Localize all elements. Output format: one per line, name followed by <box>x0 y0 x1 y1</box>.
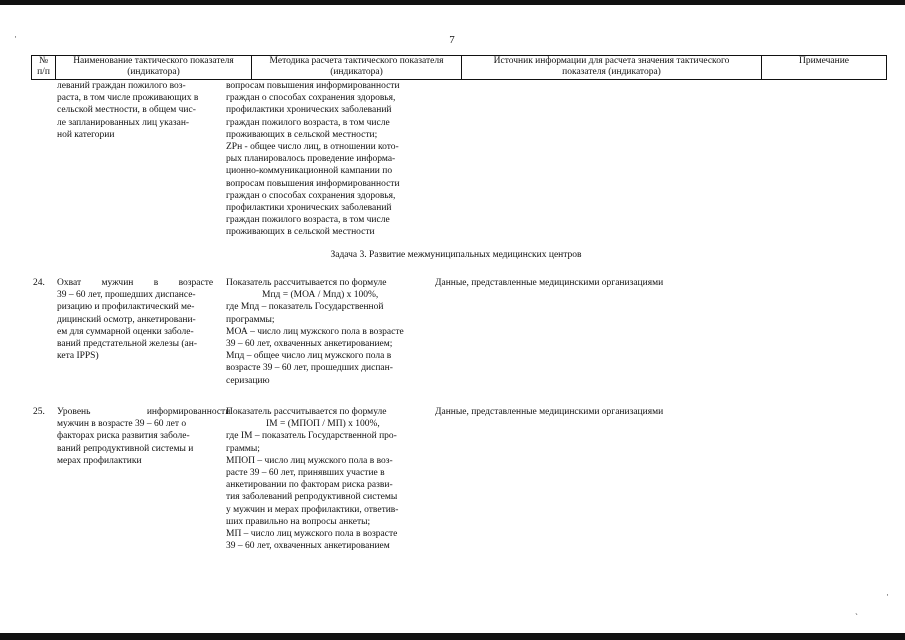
row-name-cell <box>57 277 218 362</box>
text-line: серизацию <box>226 375 270 386</box>
row-source-cell: Данные, представленные медицинскими организациями <box>435 407 664 417</box>
text-line: ваний репродуктивной системы и <box>57 443 194 454</box>
text-line: профилактики хронических заболеваний <box>226 105 392 116</box>
formula: IМ = (МПОП / МП) х 100%, <box>266 419 380 430</box>
text-line: проживающих в сельской местности; <box>226 129 378 140</box>
scan-mark: ˋ <box>855 612 858 622</box>
cont-method-cell <box>226 80 426 239</box>
text-line: у мужчин и мерах профилактики, ответив- <box>226 504 399 515</box>
header-col-name: Наименование тактического показателя (индикатора) <box>55 56 251 79</box>
text-line: профилактики хронических заболеваний <box>226 203 392 214</box>
text-line: ваний предстательной железы (ан- <box>57 339 198 350</box>
text-line: дицинский осмотр, анкетировани- <box>57 314 196 325</box>
text-line: вопросам повышения информированности <box>226 178 400 189</box>
row-method-cell <box>226 406 426 552</box>
text-line: возрасте 39 – 60 лет, прошедших диспан- <box>226 363 393 374</box>
text-line: раста, в том числе проживающих в <box>57 93 199 104</box>
row-source-cell: Данные, представленные медицинскими организациями <box>435 278 664 288</box>
text-line: программы; <box>226 314 275 325</box>
text-line: Охват мужчин в возрасте <box>57 278 214 288</box>
text-line: леваний граждан пожилого воз- <box>57 81 186 91</box>
text-line: граждан о способах сохранения здоровья, <box>226 190 396 201</box>
cont-name-cell <box>57 80 217 141</box>
text-line: ционно-коммуникационной кампании по <box>226 166 393 177</box>
text-line: где IМ – показатель Государственной про- <box>226 431 397 442</box>
header-col-method: Методика расчета тактического показателя (индикатора) <box>251 56 461 79</box>
text-line: анкетировании по факторам риска разви- <box>226 480 393 491</box>
text-line: мужчин в возрасте 39 – 60 лет о <box>57 419 187 430</box>
text-line: ших правильно на вопросы анкеты; <box>226 516 371 527</box>
page-number: 7 <box>449 34 455 46</box>
row-number: 24. <box>33 278 45 288</box>
bottom-border-bar <box>0 633 905 640</box>
text-line: МП – число лиц мужского пола в возрасте <box>226 529 398 540</box>
text-line: тия заболеваний репродуктивной системы <box>226 492 398 503</box>
header-col-number: № п/п <box>31 56 55 79</box>
header-col-note: Примечание <box>761 56 887 79</box>
text-line: 39 – 60 лет, охваченных анкетированием <box>226 541 390 552</box>
text-line: расте 39 – 60 лет, принявших участие в <box>226 468 385 479</box>
text-line: мерах профилактики <box>57 455 142 466</box>
table-header <box>31 55 887 80</box>
row-method-cell <box>226 277 426 387</box>
text-line: 39 – 60 лет, охваченных анкетированием; <box>226 339 393 350</box>
text-line: ем для суммарной оценки заболе- <box>57 326 194 337</box>
text-line: Уровень информированности <box>57 407 231 417</box>
text-line: граждан пожилого возраста, в том числе <box>226 215 390 226</box>
text-line: вопросам повышения информированности <box>226 81 400 91</box>
task-heading: Задача 3. Развитие межмуниципальных медицинских центров <box>330 250 582 260</box>
scan-mark: · <box>886 590 889 600</box>
text-line: где Мпд – показатель Государственной <box>226 302 384 313</box>
text-line: МПОП – число лиц мужского пола в воз- <box>226 455 393 466</box>
text-line: Мпд – общее число лиц мужского пола в <box>226 351 392 362</box>
text-line: МОА – число лиц мужского пола в возрасте <box>226 326 404 337</box>
text-line: факторах риска развития заболе- <box>57 431 190 442</box>
header-col-source: Источник информации для расчета значения тактического показателя (индикатора) <box>461 56 761 79</box>
top-border-bar <box>0 0 905 5</box>
formula: Мпд = (МОА / Мпд) х 100%, <box>262 290 379 301</box>
text-line: ле запланированных лиц указан- <box>57 117 190 128</box>
text-line: 39 – 60 лет, прошедших диспансе- <box>57 290 196 301</box>
text-line: ной категории <box>57 129 115 140</box>
row-name-cell <box>57 406 231 467</box>
text-line: граждан о способах сохранения здоровья, <box>226 93 396 104</box>
text-line: рых планировалось проведение информа- <box>226 154 396 165</box>
row-number: 25. <box>33 407 45 417</box>
text-line: граждан пожилого возраста, в том числе <box>226 117 390 128</box>
text-line: сельской местности, в общем чис- <box>57 105 196 116</box>
text-line: граммы; <box>226 443 260 454</box>
text-line: ризацию и профилактический ме- <box>57 302 195 313</box>
text-line: Показатель рассчитывается по формуле <box>226 278 387 288</box>
text-line: ZPн - общее число лиц, в отношении кото- <box>226 142 399 153</box>
scan-mark: · <box>14 32 17 42</box>
text-line: проживающих в сельской местности <box>226 227 375 238</box>
text-line: Показатель рассчитывается по формуле <box>226 407 387 417</box>
text-line: кета IPPS) <box>57 351 99 362</box>
